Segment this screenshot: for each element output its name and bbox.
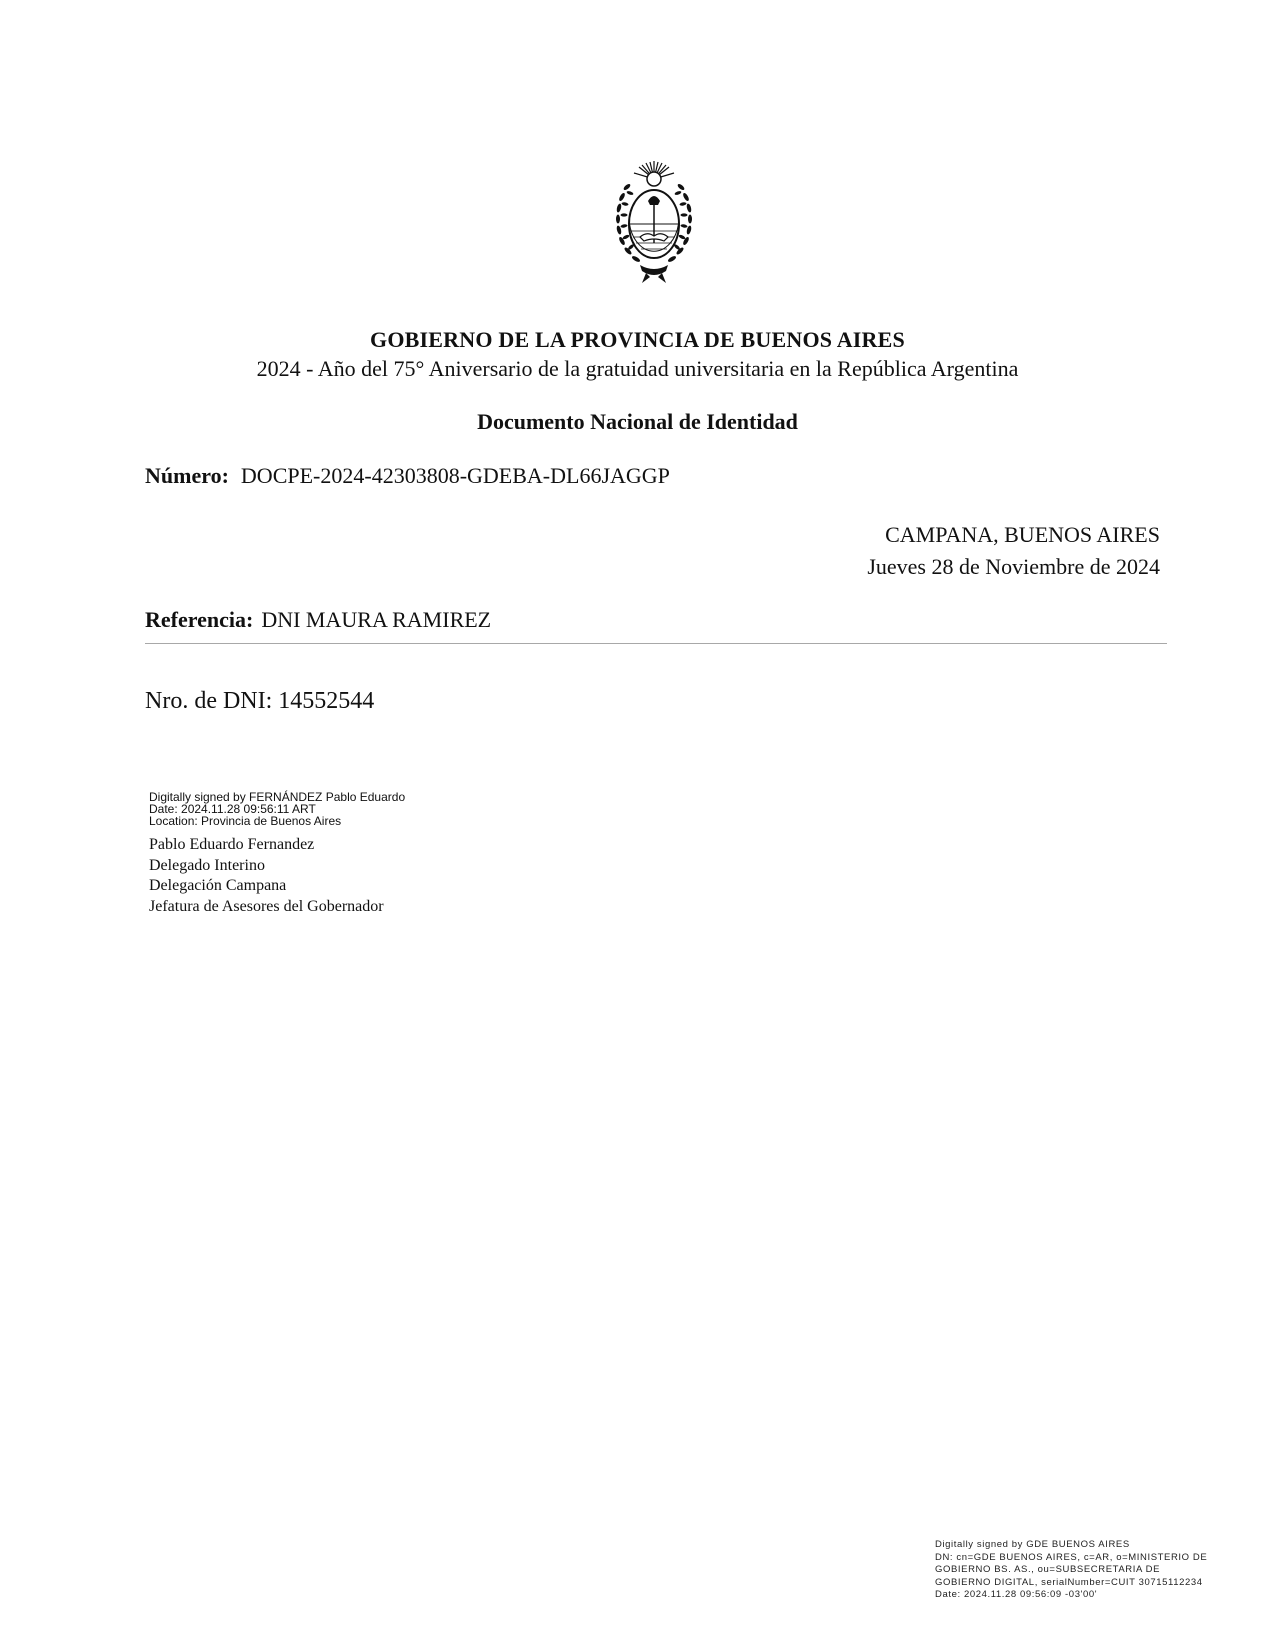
argentina-coat-of-arms-icon <box>610 157 698 287</box>
digital-signature-stamp <box>149 791 405 827</box>
government-title: GOBIERNO DE LA PROVINCIA DE BUENOS AIRES <box>370 327 905 352</box>
signer-role: Delegado Interino <box>149 856 265 874</box>
gde-stamp-line: Digitally signed by GDE BUENOS AIRES <box>935 1539 1130 1550</box>
reference-value: DNI MAURA RAMIREZ <box>261 607 492 632</box>
document-date: Jueves 28 de Noviembre de 2024 <box>867 554 1160 579</box>
gde-stamp-line: GOBIERNO DIGITAL, serialNumber=CUIT 30715112234 <box>935 1576 1203 1588</box>
signature-stamp-signer: Digitally signed by FERNÁNDEZ Pablo Eduardo <box>149 790 406 804</box>
gde-stamp-line: Date: 2024.11.28 09:56:09 -03'00' <box>935 1589 1098 1600</box>
year-motto: 2024 - Año del 75° Aniversario de la gratuidad universitaria en la República Argentina <box>256 356 1019 381</box>
gde-stamp-line: DN: cn=GDE BUENOS AIRES, c=AR, o=MINISTERIO DE <box>935 1551 1208 1563</box>
document-place: CAMPANA, BUENOS AIRES <box>885 522 1160 547</box>
header-divider <box>145 643 1167 644</box>
signer-name: Pablo Eduardo Fernandez <box>149 836 315 853</box>
reference-label: Referencia: <box>145 607 254 632</box>
dni-number-text: Nro. de DNI: 14552544 <box>145 688 375 714</box>
signer-department: Jefatura de Asesores del Gobernador <box>149 897 384 915</box>
document-number <box>145 463 670 489</box>
document-type-title: Documento Nacional de Identidad <box>477 409 798 434</box>
signer-office: Delegación Campana <box>149 877 287 894</box>
signer-block <box>149 835 384 917</box>
gde-stamp-line: GOBIERNO BS. AS., ou=SUBSECRETARIA DE <box>935 1564 1161 1575</box>
document-reference <box>145 607 491 633</box>
document-number-value: DOCPE-2024-42303808-GDEBA-DL66JAGGP <box>240 463 670 488</box>
signature-stamp-location: Location: Provincia de Buenos Aires <box>149 814 342 828</box>
signature-stamp-date: Date: 2024.11.28 09:56:11 ART <box>149 802 316 816</box>
gde-digital-signature-stamp <box>935 1539 1207 1602</box>
document-number-label: Número: <box>145 463 229 488</box>
